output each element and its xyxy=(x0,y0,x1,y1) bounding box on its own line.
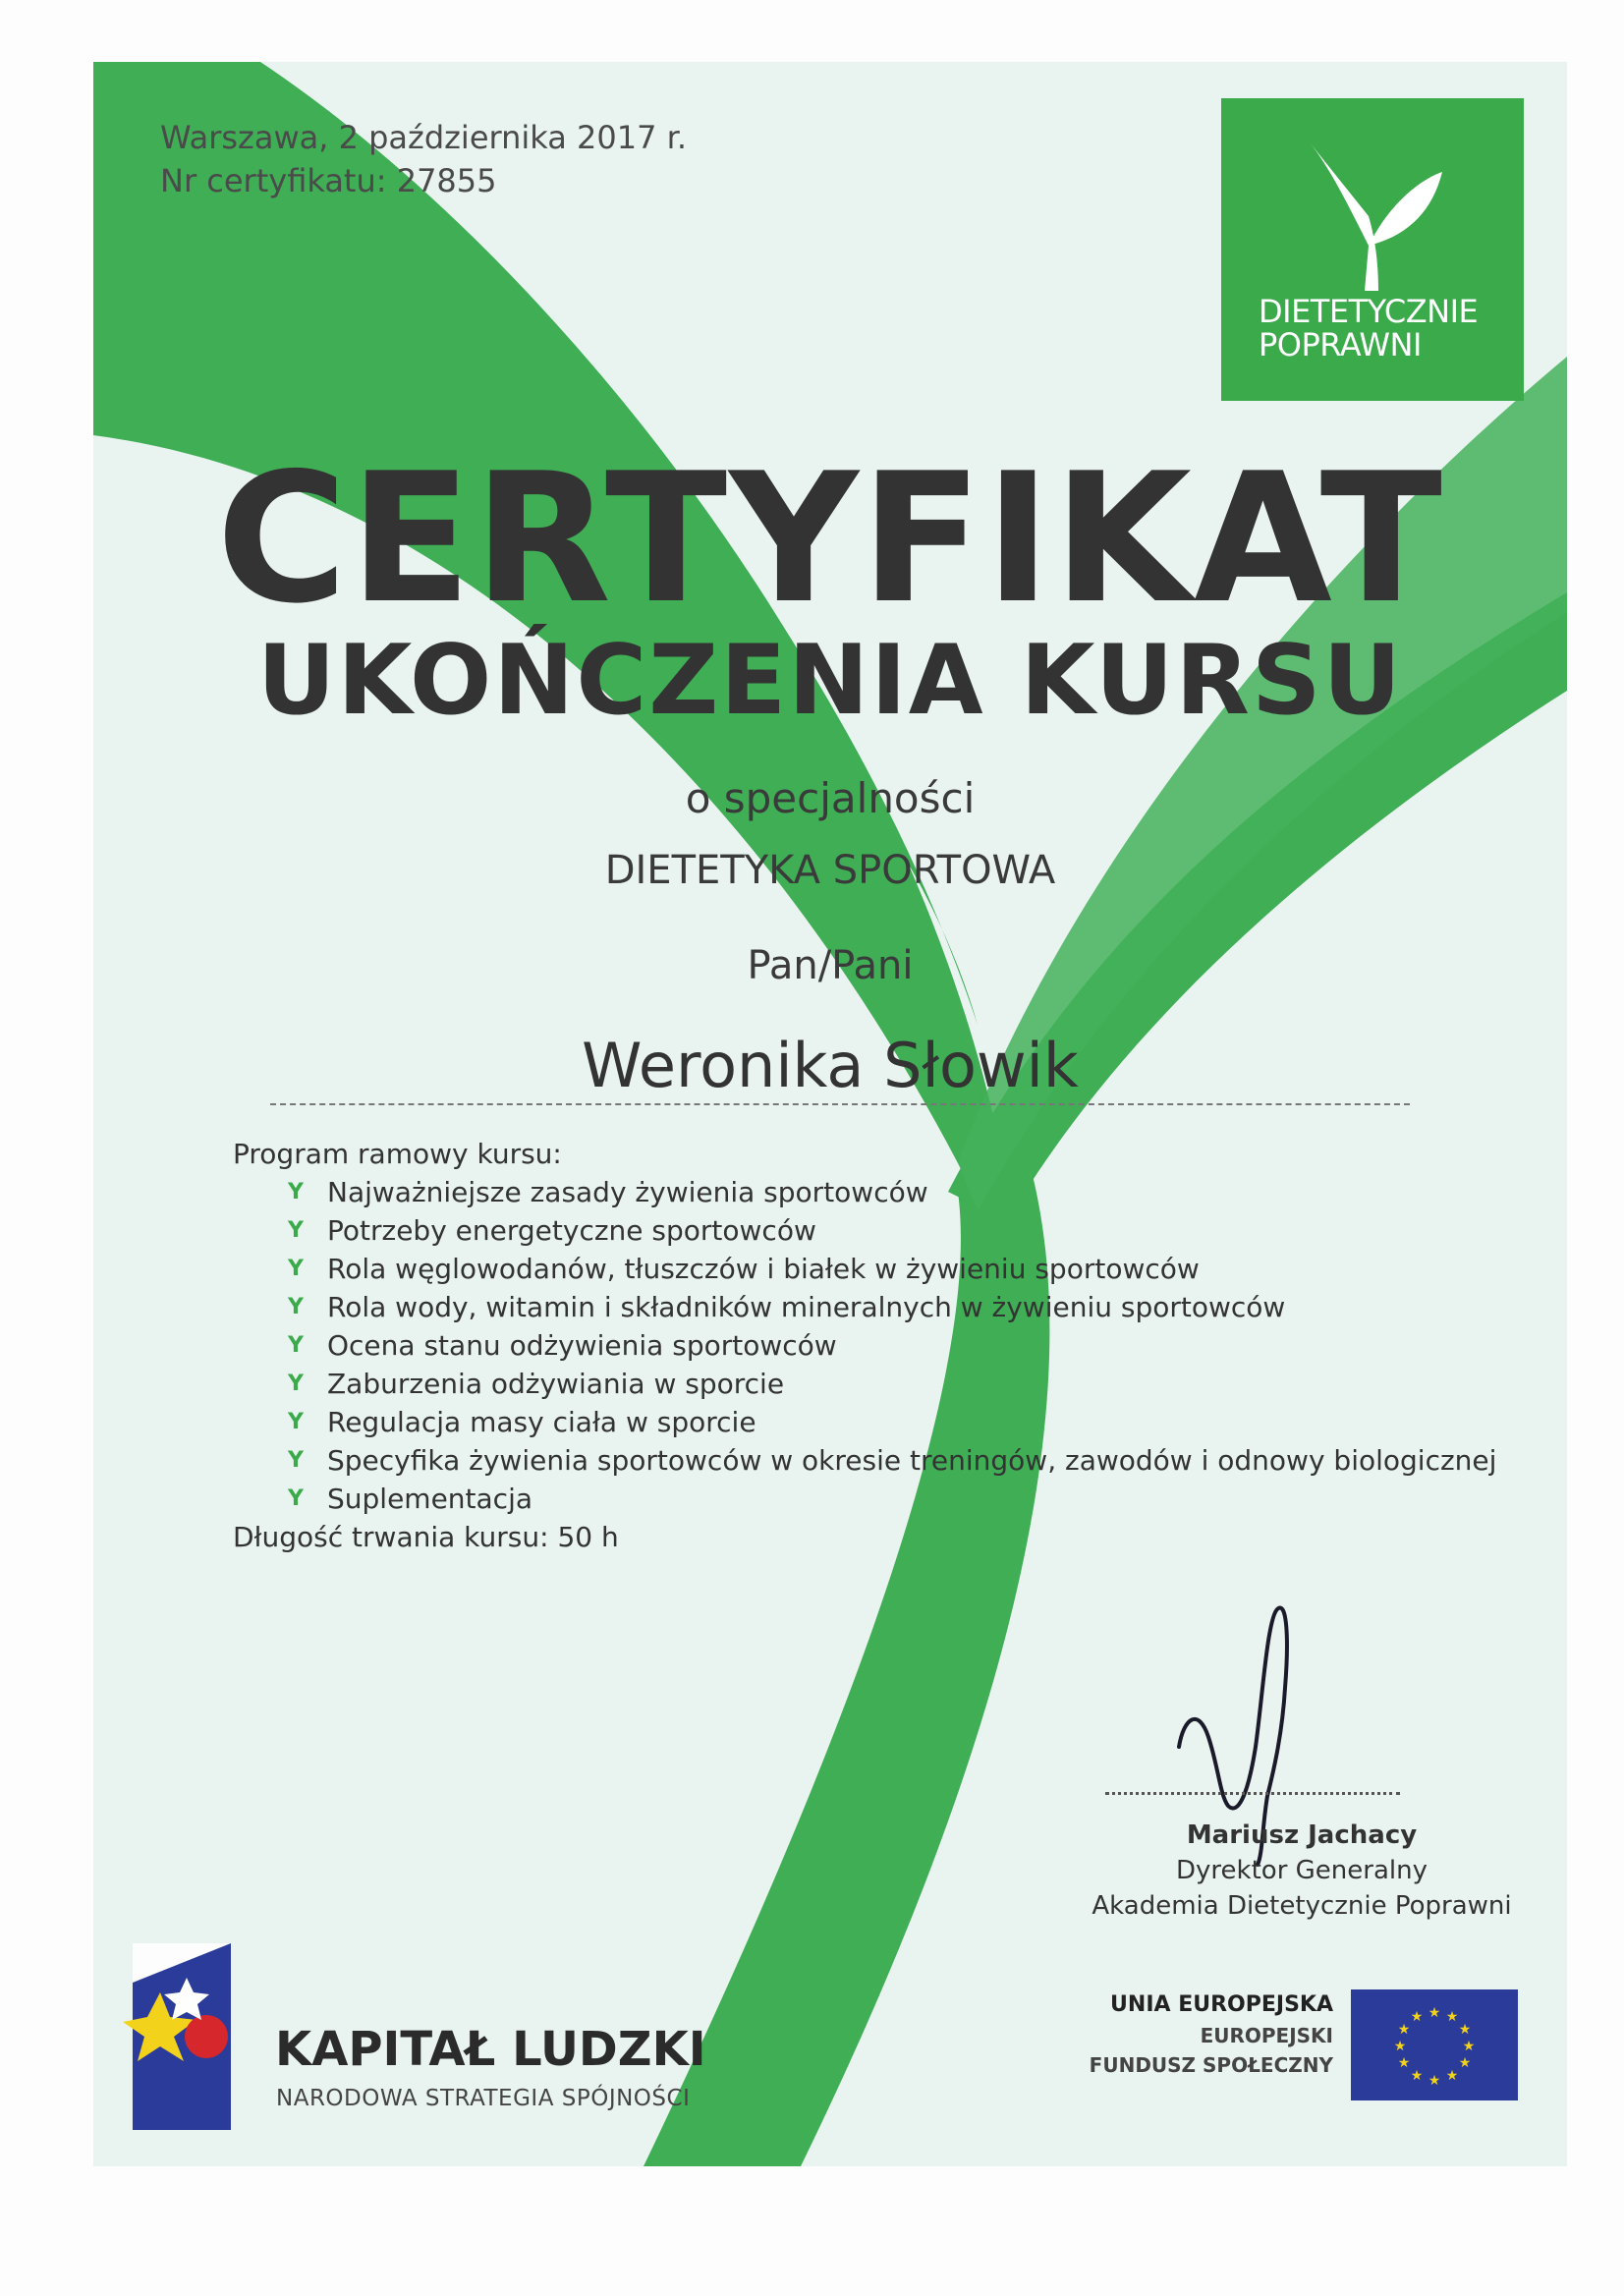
dietetycznie-poprawni-logo xyxy=(1221,98,1524,401)
speciality-intro: o specjalności xyxy=(685,774,976,822)
sprout-bullet-icon: Y xyxy=(288,1448,304,1473)
sprout-bullet-icon: Y xyxy=(288,1295,304,1319)
signatory-role: Dyrektor Generalny xyxy=(1176,1856,1428,1885)
salutation: Pan/Pani xyxy=(747,943,914,988)
svg-text:★: ★ xyxy=(1410,2068,1424,2084)
program-heading: Program ramowy kursu: xyxy=(233,1138,562,1170)
list-item: Y Zaburzenia odżywiania w sporcie xyxy=(288,1365,1496,1403)
eu-line-2: EUROPEJSKI xyxy=(1200,2024,1333,2047)
list-item: Y Regulacja masy ciała w sporcie xyxy=(288,1403,1496,1441)
svg-text:★: ★ xyxy=(1428,2073,1441,2089)
sprout-bullet-icon: Y xyxy=(288,1257,304,1281)
logo-line-1: DIETETYCZNIE xyxy=(1259,293,1479,330)
list-item: Y Rola wody, witamin i składników mineralnych w żywieniu sportowców xyxy=(288,1288,1496,1326)
logo-line-2: POPRAWNI xyxy=(1259,326,1422,364)
list-item: Y Specyfika żywienia sportowców w okresie treningów, zawodów i odnowy biologicznej xyxy=(288,1441,1496,1480)
svg-text:★: ★ xyxy=(1458,2022,1472,2038)
logo-text xyxy=(1259,295,1478,362)
signatory-name: Mariusz Jachacy xyxy=(1186,1820,1418,1850)
certificate-title: CERTYFIKAT xyxy=(216,434,1444,643)
eu-line-1: UNIA EUROPEJSKA xyxy=(1110,1992,1333,2017)
sprout-bullet-icon: Y xyxy=(288,1218,304,1243)
sprout-bullet-icon: Y xyxy=(288,1410,304,1434)
recipient-name: Weronika Słowik xyxy=(582,1030,1079,1101)
sprout-bullet-icon: Y xyxy=(288,1180,304,1204)
speciality-name: DIETETYKA SPORTOWA xyxy=(604,848,1056,893)
signatory xyxy=(1066,1818,1538,1924)
svg-text:★: ★ xyxy=(1397,2022,1411,2038)
svg-text:★: ★ xyxy=(1458,2055,1472,2071)
signature-line xyxy=(1105,1792,1400,1795)
kapital-ludzki-emblem-icon xyxy=(93,1943,231,2130)
eu-flag-icon xyxy=(1351,1989,1518,2100)
sprout-bullet-icon: Y xyxy=(288,1333,304,1358)
list-item: Y Ocena stanu odżywienia sportowców xyxy=(288,1326,1496,1365)
signatory-organization: Akademia Dietetycznie Poprawni xyxy=(1092,1891,1512,1921)
kl-subtitle: NARODOWA STRATEGIA SPÓJNOŚCI xyxy=(276,2086,691,2111)
sprout-bullet-icon: Y xyxy=(288,1372,304,1396)
svg-text:★: ★ xyxy=(1393,2039,1407,2054)
svg-text:★: ★ xyxy=(1410,2009,1424,2025)
eu-text xyxy=(1076,1989,1333,2080)
svg-text:★: ★ xyxy=(1397,2055,1411,2071)
program-section xyxy=(233,1135,1496,1556)
place-date: Warszawa, 2 października 2017 r. xyxy=(160,119,688,156)
svg-text:★: ★ xyxy=(1428,2005,1441,2021)
svg-text:★: ★ xyxy=(1445,2068,1459,2084)
svg-text:★: ★ xyxy=(1462,2039,1476,2054)
course-duration: Długość trwania kursu: 50 h xyxy=(233,1521,619,1553)
certificate-sheet xyxy=(93,62,1567,2166)
sprout-bullet-icon: Y xyxy=(288,1486,304,1511)
certificate-number: Nr certyfikatu: 27855 xyxy=(160,162,497,199)
program-list xyxy=(233,1173,1496,1518)
svg-text:★: ★ xyxy=(1445,2009,1459,2025)
name-underline xyxy=(270,1103,1410,1105)
list-item: Y Suplementacja xyxy=(288,1480,1496,1518)
list-item: Y Potrzeby energetyczne sportowców xyxy=(288,1211,1496,1250)
sprout-icon xyxy=(1221,98,1524,295)
kl-title: KAPITAŁ LUDZKI xyxy=(275,2022,706,2077)
eu-line-3: FUNDUSZ SPOŁECZNY xyxy=(1089,2053,1333,2077)
list-item: Y Rola węglowodanów, tłuszczów i białek w żywieniu sportowców xyxy=(288,1250,1496,1288)
certificate-subtitle: UKOŃCZENIA KURSU xyxy=(256,625,1404,737)
list-item: Y Najważniejsze zasady żywienia sportowców xyxy=(288,1173,1496,1211)
